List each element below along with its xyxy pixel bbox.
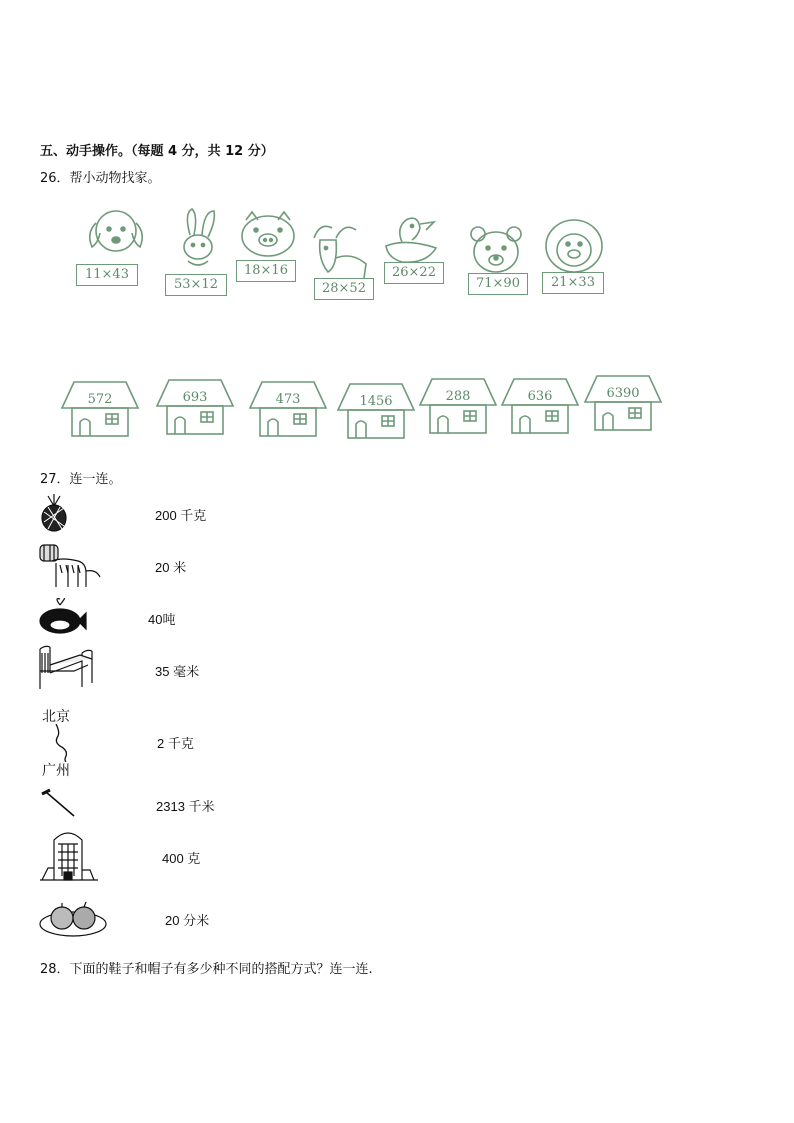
question-26-label: 26．帮小动物找家。 [40, 171, 161, 186]
house [418, 377, 508, 443]
unit-label: 400 克 [162, 851, 201, 866]
unit-label: 40吨 [148, 612, 176, 627]
apples-on-plate-icon [38, 898, 108, 942]
house-number: 1456 [359, 394, 393, 409]
house [500, 377, 590, 443]
house-number: 636 [527, 389, 553, 404]
expression-card: 11×43 [76, 264, 138, 286]
house [248, 380, 338, 446]
unit-label: 20 分米 [165, 913, 210, 928]
section-title: 五、动手操作。（每题 4 分，共 12 分） [40, 144, 274, 159]
house [583, 374, 673, 440]
tiger-icon [38, 543, 102, 593]
house [336, 382, 426, 448]
house [60, 380, 150, 446]
rabbit-icon [168, 205, 228, 279]
question-27-label: 27．连一连。 [40, 472, 122, 487]
expression-card: 21×33 [542, 272, 604, 294]
house-number: 473 [275, 392, 301, 407]
unit-label: 20 米 [155, 560, 187, 575]
unit-label: 200 千克 [155, 508, 207, 523]
expression-card: 53×12 [165, 274, 227, 296]
map-label-bottom: 广州 [42, 762, 70, 778]
expression-card: 26×22 [384, 262, 444, 284]
question-28-label: 28．下面的鞋子和帽子有多少种不同的搭配方式？连一连. [40, 962, 373, 977]
unit-label: 35 毫米 [155, 664, 200, 679]
whale-icon [38, 597, 88, 639]
beijing-guangzhou-map-icon [40, 706, 90, 778]
unit-label: 2 千克 [157, 736, 194, 751]
house-number: 572 [87, 392, 113, 407]
house [155, 378, 245, 444]
house-number: 288 [445, 389, 471, 404]
goat-icon [306, 218, 372, 284]
monkey-icon [540, 216, 608, 280]
dog-icon [78, 205, 148, 269]
expression-card: 28×52 [314, 278, 374, 300]
expression-card: 18×16 [236, 260, 296, 282]
bed-icon [38, 643, 94, 695]
unit-label: 2313 千米 [156, 799, 215, 814]
building-icon [38, 828, 100, 886]
map-label-top: 北京 [42, 708, 70, 724]
nail-icon [38, 788, 78, 822]
pineapple-icon [38, 494, 70, 536]
house-number: 6390 [606, 386, 640, 401]
house-number: 693 [182, 390, 208, 405]
expression-card: 71×90 [468, 273, 528, 295]
